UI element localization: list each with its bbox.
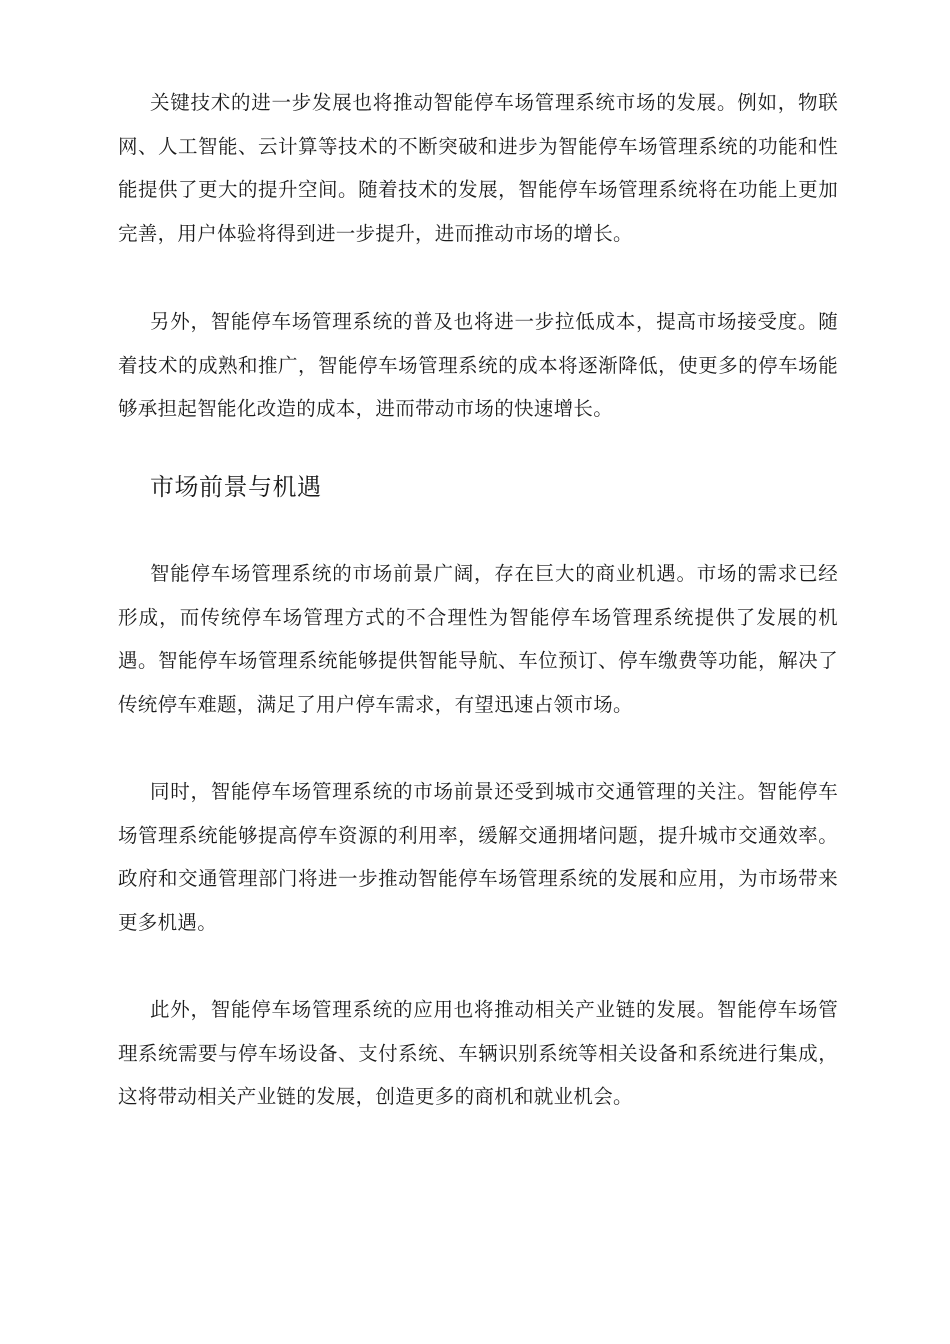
paragraph-industry-chain: 此外，智能停车场管理系统的应用也将推动相关产业链的发展。智能停车场管理系统需要与停车场设备、支付系统、车辆识别系统等相关设备和系统进行集成，这将带动相关产业链的发展，创造更多的商机和就业机会。: [118, 998, 838, 1108]
section-heading: 市场前景与机遇: [150, 473, 322, 501]
paragraph-technology-development: 关键技术的进一步发展也将推动智能停车场管理系统市场的发展。例如，物联网、人工智能、云计算等技术的不断突破和进步为智能停车场管理系统的功能和性能提供了更大的提升空间。随着技术的发展，智能停车场管理系统将在功能上更加完善，用户体验将得到进一步提升，进而推动市场的增长。: [118, 91, 838, 245]
paragraph-traffic-management: 同时，智能停车场管理系统的市场前景还受到城市交通管理的关注。智能停车场管理系统能够提高停车资源的利用率，缓解交通拥堵问题，提升城市交通效率。政府和交通管理部门将进一步推动智能停车场管理系统的发展和应用，为市场带来更多机遇。: [118, 780, 838, 934]
paragraph-market-prospect: 智能停车场管理系统的市场前景广阔，存在巨大的商业机遇。市场的需求已经形成，而传统停车场管理方式的不合理性为智能停车场管理系统提供了发展的机遇。智能停车场管理系统能够提供智能导航、车位预订、停车缴费等功能，解决了传统停车难题，满足了用户停车需求，有望迅速占领市场。: [118, 562, 838, 716]
paragraph-cost-reduction: 另外，智能停车场管理系统的普及也将进一步拉低成本，提高市场接受度。随着技术的成熟和推广，智能停车场管理系统的成本将逐渐降低，使更多的停车场能够承担起智能化改造的成本，进而带动市场的快速增长。: [118, 310, 838, 420]
